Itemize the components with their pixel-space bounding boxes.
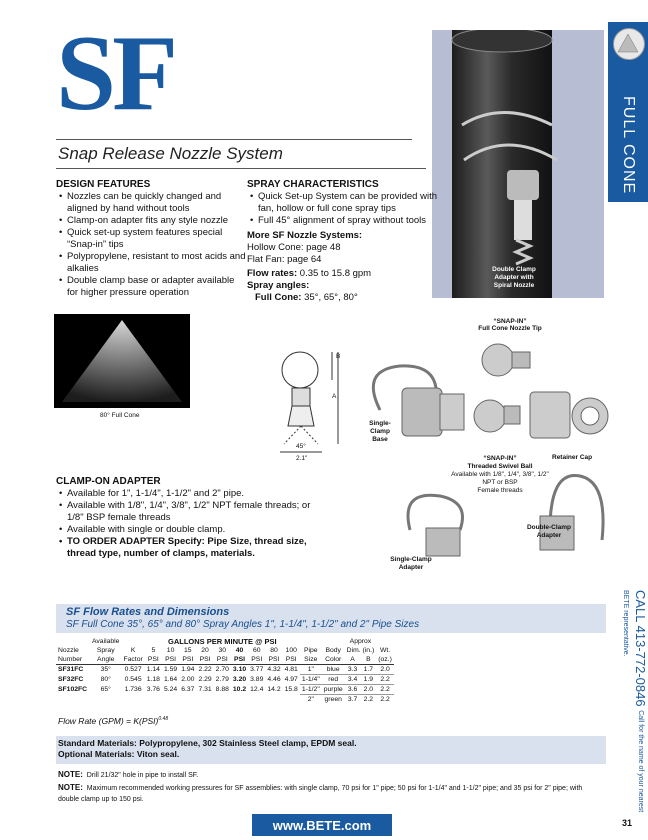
cell-gpm: 3.77: [250, 666, 264, 674]
th-size: Size: [304, 656, 318, 663]
cell-gpm: 8.88: [215, 686, 229, 693]
photo-caption-3: Spiral Nozzle: [493, 282, 535, 289]
cell-gpm: 5.24: [163, 686, 178, 693]
cell-a: 3.6: [345, 685, 361, 695]
note-drill-text: Drill 21/32" hole in pipe to install SF.: [86, 772, 199, 779]
table-title: SF Flow Rates and Dimensions: [66, 606, 230, 618]
single-clamp-adapter-label-1: Single-Clamp: [390, 556, 432, 563]
cell-gpm: 7.31: [198, 686, 212, 693]
clamp-adapter-item: • Available with 1/8", 1/4", 3/8", 1/2" NPT female threads; or 1/8" BSP female threads: [67, 500, 327, 524]
pipe-photo-illustration: [432, 30, 604, 298]
th-body: Body: [325, 647, 341, 654]
table-subtitle: SF Full Cone 35°, 65° and 80° Spray Angles 1", 1-1/4", 1-1/2" and 2" Pipe Sizes: [66, 619, 420, 630]
materials: [58, 738, 357, 760]
spray-char-list: [249, 191, 438, 227]
cell-gpm: 1.18: [146, 676, 160, 683]
cell-b: 2.2: [363, 696, 374, 703]
snapin-tip-label-1: “SNAP-IN”: [493, 318, 527, 325]
flow-rate-table: [56, 637, 394, 704]
photo-caption: [484, 266, 544, 290]
design-feature: • Clamp-on adapter fits any style nozzle: [67, 215, 247, 227]
cell-gpm: 1.94: [181, 666, 195, 674]
full-cone-value: 35°, 65°, 80°: [304, 292, 358, 303]
dim-angle-label: 45°: [296, 443, 306, 450]
cell-gpm: 14.2: [267, 686, 281, 693]
th-number: Number: [58, 656, 83, 663]
cell-gpm: 2.29: [198, 676, 212, 683]
design-features-list: [58, 191, 247, 299]
single-clamp-base-label-3: Base: [372, 436, 388, 443]
th-psi-unit: PSI: [147, 656, 159, 663]
swivel-ball-label-4: NPT or BSP: [482, 479, 518, 486]
cell-gpm: 3.10: [232, 666, 247, 674]
spray-cone-icon: [616, 32, 640, 54]
th-psi: 100: [285, 647, 297, 654]
note-label: NOTE:: [58, 783, 83, 792]
spray-char-item: • Full 45° alignment of spray without tools: [258, 215, 438, 227]
flow-rates-value: 0.35 to 15.8 gpm: [299, 268, 372, 279]
cell-wt: 2.2: [376, 685, 394, 695]
cell-nozzle: SF102FC: [58, 686, 88, 693]
photo-caption-1: Double Clamp: [492, 266, 536, 273]
th-psi-unit: PSI: [165, 656, 177, 663]
cell-gpm: 4.46: [267, 676, 281, 683]
subtitle-rule: [56, 168, 426, 169]
clamp-adapter-title: CLAMP-ON ADAPTER: [56, 476, 161, 487]
swivel-ball-label-5: Female threads: [477, 487, 523, 494]
flow-formula: [58, 716, 168, 726]
swivel-ball-label-3: Available with 1/8", 1/4", 3/8", 1/2": [451, 471, 549, 478]
cell-gpm: 2.70: [215, 666, 229, 674]
th-psi: 60: [252, 647, 261, 654]
th-a: A: [350, 656, 355, 663]
table-row: [56, 675, 394, 685]
th-psi-unit: PSI: [234, 656, 245, 663]
cell-gpm: 1.14: [146, 666, 160, 674]
single-clamp-adapter-label-2: Adapter: [398, 564, 424, 571]
side-call-text: [610, 590, 648, 830]
th-wt: Wt.: [379, 647, 391, 654]
cell-b: 2.0: [360, 685, 376, 695]
flow-rates-label: Flow rates:: [247, 268, 298, 279]
cell-color: purple: [323, 686, 343, 693]
clamp-adapter-order: • TO ORDER ADAPTER Specify: Pipe Size, thread size, thread type, number of clamps, materials.: [67, 536, 327, 560]
th-available: Available: [92, 638, 120, 645]
cell-pipe: 1-1/4": [301, 676, 320, 683]
th-psi-unit: PSI: [268, 656, 280, 663]
snapin-tip-label: [460, 318, 560, 332]
th-approx: Approx: [349, 638, 372, 645]
spray-char-item: • Quick Set-up System can be provided with fan, hollow or full cone spray tips: [258, 191, 438, 215]
cell-gpm: 2.00: [181, 676, 195, 683]
cell-gpm: 6.37: [181, 686, 195, 693]
dim-b-label: B: [336, 353, 341, 360]
cell-gpm: 4.81: [284, 666, 298, 674]
swivel-ball-label-2: Threaded Swivel Ball: [467, 463, 533, 470]
spray-photo: [54, 314, 190, 408]
cell-k: 0.527: [124, 666, 142, 674]
clamp-adapter-item: • Available with single or double clamp.: [67, 524, 327, 536]
table-row: [56, 695, 394, 705]
cell-a: 3.3: [345, 665, 361, 675]
full-cone-label: Full Cone:: [255, 292, 302, 303]
spray-angles-label: Spray angles:: [247, 280, 310, 291]
single-clamp-base-label-2: Clamp: [370, 428, 390, 435]
cell-pipe: 1": [300, 665, 322, 675]
materials-optional: Optional Materials: Viton seal.: [58, 749, 180, 759]
design-feature: • Nozzles can be quickly changed and aligned by hand without tools: [67, 191, 247, 215]
cell-k: 0.545: [124, 676, 142, 683]
more-systems-title: More SF Nozzle Systems:: [247, 230, 363, 241]
side-call-sub: Call for the name of your nearest BETE representative.: [622, 590, 644, 813]
cell-gpm: 3.20: [232, 676, 247, 683]
th-factor: Factor: [123, 656, 143, 663]
th-psi-unit: PSI: [251, 656, 263, 663]
spray-caption: 80° Full Cone: [100, 412, 140, 419]
table-row: [56, 665, 394, 675]
cell-color: blue: [322, 665, 345, 675]
cell-angle: 80°: [100, 676, 111, 683]
th-psi: 15: [184, 647, 192, 654]
th-psi-unit: PSI: [216, 656, 228, 663]
cell-gpm: 3.89: [250, 676, 264, 683]
footer-url-link[interactable]: www.BETE.com: [272, 817, 372, 833]
clamp-adapter-item: • Available for 1", 1-1/4", 1-1/2" and 2" pipe.: [67, 488, 327, 500]
cell-nozzle: SF31FC: [58, 666, 84, 674]
more-systems-flat: Flat Fan: page 64: [247, 254, 322, 265]
cell-gpm: 4.97: [284, 676, 298, 683]
th-psi: 30: [218, 647, 227, 654]
snapin-tip-label-2: Full Cone Nozzle Tip: [478, 325, 542, 332]
cell-gpm: 3.76: [146, 686, 160, 693]
cell-gpm: 1.59: [163, 666, 178, 674]
clamp-adapter-list: [58, 488, 327, 560]
cell-gpm: 10.2: [232, 686, 247, 693]
note-drill: [58, 770, 198, 779]
double-clamp-adapter-label-1: Double-Clamp: [526, 524, 572, 531]
th-pipe: Pipe: [303, 647, 318, 654]
cell-k: 1.736: [124, 686, 142, 693]
double-clamp-adapter-label: [524, 524, 574, 540]
design-feature: • Polypropylene, resistant to most acids and alkalies: [67, 251, 247, 275]
retainer-cap-label: Retainer Cap: [552, 454, 593, 461]
swivel-ball-label: [440, 455, 560, 495]
single-clamp-base-label-1: Single-: [369, 420, 391, 427]
th-angle: Angle: [97, 656, 115, 663]
cell-gpm: 12.4: [250, 686, 264, 693]
cell-gpm: 2.79: [215, 676, 229, 683]
note-label: NOTE:: [58, 770, 83, 779]
cell-wt: 2.0: [376, 665, 394, 675]
cell-nozzle: SF32FC: [58, 676, 84, 683]
cell-b: 1.9: [360, 675, 376, 685]
th-nozzle: Nozzle: [58, 647, 79, 654]
side-tab-label: FULL CONE: [620, 95, 637, 195]
th-b: B: [366, 656, 371, 663]
cell-gpm: 15.8: [284, 686, 298, 693]
th-psi: 80: [270, 647, 278, 654]
cell-wt: 2.2: [376, 675, 394, 685]
cell-a: 3.7: [347, 696, 358, 703]
page-subtitle: Snap Release Nozzle System: [58, 144, 283, 163]
flow-formula-text: Flow Rate (GPM) = K(PSI): [58, 716, 159, 726]
spray-illustration: [54, 314, 190, 408]
cell-pipe: 2": [307, 696, 314, 703]
cell-angle: 35°: [100, 666, 111, 674]
th-psi-unit: PSI: [182, 656, 194, 663]
note-pressure: [58, 782, 602, 805]
th-spray: Spray: [96, 647, 115, 654]
cell-gpm: 4.32: [267, 666, 281, 674]
th-psi-unit: PSI: [285, 656, 297, 663]
th-dim: Dim. (in.): [346, 647, 375, 654]
th-color: Color: [325, 656, 342, 663]
th-psi: 10: [166, 647, 175, 654]
cell-a: 3.4: [345, 675, 361, 685]
cell-pipe: 1-1/2": [301, 686, 320, 693]
product-logo: SF: [56, 14, 175, 133]
materials-standard: Standard Materials: Polypropylene, 302 Stainless Steel clamp, EPDM seal.: [58, 738, 357, 748]
cell-color: red: [322, 675, 345, 685]
th-oz: (oz.): [378, 656, 392, 663]
dim-width-label: 2.1": [296, 455, 308, 462]
double-clamp-adapter-label-2: Adapter: [536, 532, 562, 539]
th-psi: 5: [151, 647, 156, 654]
th-gpm: GALLONS PER MINUTE @ PSI: [168, 637, 277, 646]
dim-a-label: A: [332, 393, 337, 400]
photo-caption-2: Adapter with: [494, 274, 534, 281]
design-features-title: DESIGN FEATURES: [56, 179, 151, 190]
cell-wt: 2.2: [380, 696, 390, 703]
th-k: K: [130, 647, 136, 654]
more-systems: [247, 230, 371, 304]
single-clamp-adapter-label: [386, 556, 436, 572]
product-photo: [432, 30, 604, 298]
title-rule: [56, 139, 412, 140]
page-number: 31: [622, 818, 633, 828]
cell-color: green: [324, 696, 342, 703]
single-clamp-base-label: [362, 420, 398, 444]
cell-angle: 65°: [100, 686, 111, 693]
cell-gpm: 1.64: [163, 676, 178, 683]
swivel-ball-label-1: “SNAP-IN”: [483, 455, 517, 462]
note-pressure-text: Maximum recommended working pressures for SF assemblies: with single clamp, 70 psi for 1" pipe; 50 psi for 1-1/4" and 1-1/2" pipe; and 35 psi for 2" pipe; with double clamp up to 150 psi.: [58, 785, 583, 803]
th-psi: 40: [235, 647, 244, 654]
design-feature: • Double clamp base or adapter available for higher pressure operation: [67, 275, 247, 299]
side-call-phone: CALL 413-772-0846: [633, 590, 648, 707]
design-feature: • Quick set-up system features special “Snap-in” tips: [67, 227, 247, 251]
spray-char-title: SPRAY CHARACTERISTICS: [247, 179, 379, 190]
table-row: [56, 685, 394, 695]
more-systems-hollow: Hollow Cone: page 48: [247, 242, 341, 253]
flow-formula-exponent: 0.48: [158, 716, 169, 723]
th-psi-unit: PSI: [199, 656, 211, 663]
cell-gpm: 2.22: [198, 666, 212, 674]
th-psi: 20: [201, 647, 209, 654]
cell-b: 1.7: [360, 665, 376, 675]
